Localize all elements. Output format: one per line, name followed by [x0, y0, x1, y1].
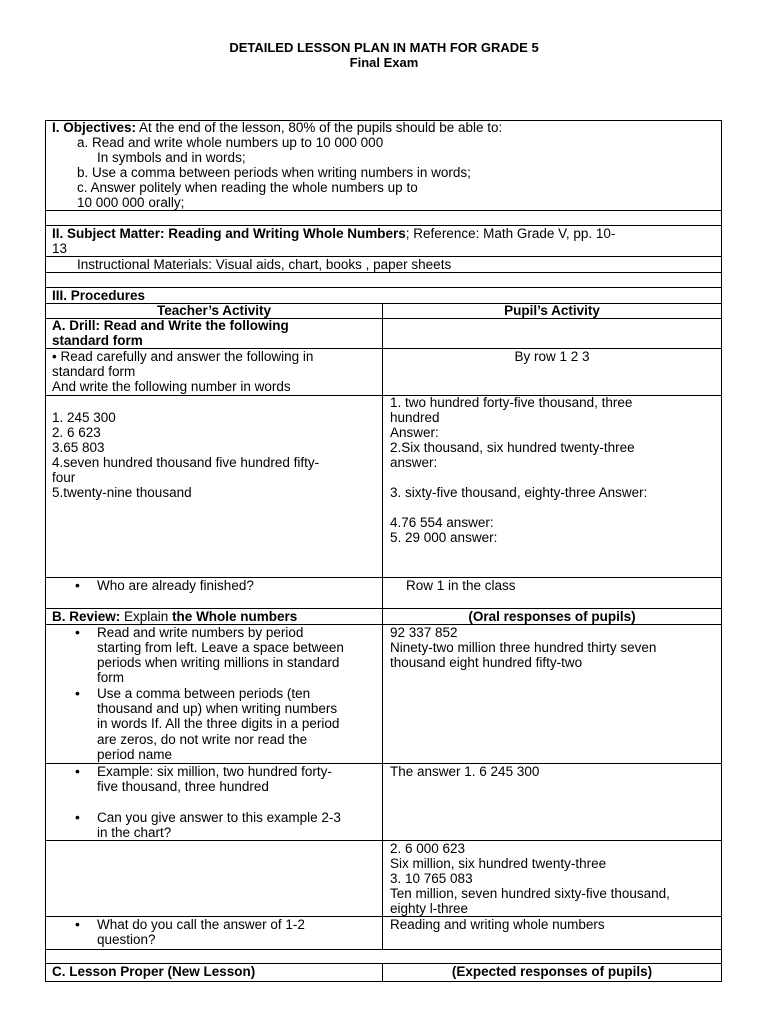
- objectives-intro: [52, 120, 502, 135]
- chart-question: in the chart?: [97, 825, 172, 840]
- drill-answer: 1. two hundred forty-five thousand, three: [390, 395, 633, 410]
- document-title: DETAILED LESSON PLAN IN MATH FOR GRADE 5: [229, 40, 539, 55]
- example-text: five thousand, three hundred: [97, 779, 269, 794]
- drill-item: 1. 245 300: [52, 410, 116, 425]
- review-bullet-line: Read and write numbers by period: [97, 625, 304, 640]
- drill-item: 2. 6 623: [52, 425, 101, 440]
- chart-answer: 3. 10 765 083: [390, 871, 473, 886]
- review-bullet-line: starting from left. Leave a space between: [97, 640, 344, 655]
- subject-matter-topic: Reading and Writing Whole Numbers: [168, 226, 406, 241]
- objective-c: c. Answer politely when reading the whole numbers up to: [77, 180, 418, 195]
- drill-instruction: • Read carefully and answer the following in: [52, 349, 314, 364]
- objective-a: a. Read and write whole numbers up to 10 000 000: [77, 135, 384, 150]
- review-bullet-line: Use a comma between periods (ten: [97, 686, 311, 701]
- number-response: 92 337 852: [390, 625, 458, 640]
- column-divider: [382, 303, 383, 949]
- review-topic: the Whole numbers: [172, 609, 298, 624]
- drill-heading-cont: standard form: [52, 333, 143, 348]
- drill-answer: 4.76 554 answer:: [390, 515, 494, 530]
- bullet-icon: •: [75, 916, 80, 932]
- table-border: [45, 287, 722, 288]
- subject-matter-line: [52, 226, 615, 241]
- example-text: Example: six million, two hundred forty-: [97, 764, 332, 779]
- review-heading: [52, 609, 297, 624]
- document-subtitle: Final Exam: [349, 55, 419, 70]
- review-bullet-line: in words If. All the three digits in a period: [97, 716, 340, 731]
- chart-answer: Six million, six hundred twenty-three: [390, 856, 607, 871]
- expected-responses-header: (Expected responses of pupils): [451, 964, 653, 979]
- table-border: [45, 981, 722, 982]
- subject-matter-label: II. Subject Matter:: [52, 226, 169, 241]
- pupil-activity-header: Pupil’s Activity: [504, 303, 600, 318]
- instructional-materials: Instructional Materials: Visual aids, chart, books , paper sheets: [77, 257, 452, 272]
- teacher-activity-header: Teacher’s Activity: [156, 303, 272, 318]
- objective-c-cont: 10 000 000 orally;: [77, 195, 185, 210]
- drill-answer: 3. sixty-five thousand, eighty-three Answer:: [390, 485, 648, 500]
- bullet-icon: •: [75, 685, 80, 701]
- number-response: thousand eight hundred fifty-two: [390, 655, 583, 670]
- objectives-intro-text: At the end of the lesson, 80% of the pupils should be able to:: [136, 120, 503, 135]
- review-bullet-line: periods when writing millions in standard: [97, 655, 340, 670]
- table-border: [721, 120, 722, 982]
- bullet-icon: •: [75, 763, 80, 779]
- drill-heading: A. Drill: Read and Write the following: [52, 318, 289, 333]
- number-response: Ninety-two million three hundred thirty seven: [390, 640, 657, 655]
- table-border: [45, 949, 722, 950]
- bullet-icon: •: [75, 577, 80, 593]
- drill-answer: 5. 29 000 answer:: [390, 530, 498, 545]
- table-border: [45, 120, 46, 982]
- drill-answer: hundred: [390, 410, 440, 425]
- drill-answer: answer:: [390, 455, 438, 470]
- chart-question: Can you give answer to this example 2-3: [97, 810, 341, 825]
- by-row-response: By row 1 2 3: [514, 349, 590, 364]
- subject-matter-reference-cont: 13: [52, 241, 68, 256]
- drill-item: four: [52, 470, 76, 485]
- drill-item: 3.65 803: [52, 440, 105, 455]
- procedures-label: III. Procedures: [52, 288, 146, 303]
- lesson-proper-label: C. Lesson Proper (New Lesson): [52, 964, 256, 979]
- review-bullet-line: period name: [97, 747, 173, 762]
- drill-instruction: And write the following number in words: [52, 379, 291, 394]
- objectives-label: I. Objectives:: [52, 120, 137, 135]
- oral-responses-header: (Oral responses of pupils): [468, 609, 636, 624]
- chart-answer: 2. 6 000 623: [390, 841, 466, 856]
- drill-question-answer: Row 1 in the class: [406, 578, 516, 593]
- review-bullet-line: form: [97, 670, 124, 685]
- objective-b: b. Use a comma between periods when writing numbers in words;: [77, 165, 471, 180]
- objective-a-cont: In symbols and in words;: [97, 150, 246, 165]
- drill-item: 4.seven hundred thousand five hundred fifty-: [52, 455, 320, 470]
- review-text: Explain: [120, 609, 173, 624]
- drill-item: 5.twenty-nine thousand: [52, 485, 192, 500]
- drill-instruction: standard form: [52, 364, 136, 379]
- call-question: What do you call the answer of 1-2: [97, 917, 305, 932]
- call-answer: Reading and writing whole numbers: [390, 917, 605, 932]
- drill-question: Who are already finished?: [97, 578, 254, 593]
- review-bullet-line: are zeros, do not write nor read the: [97, 732, 308, 747]
- bullet-icon: •: [75, 624, 80, 640]
- chart-answer: eighty l-three: [390, 901, 469, 916]
- example-answer: The answer 1. 6 245 300: [390, 764, 540, 779]
- review-label: B. Review:: [52, 609, 121, 624]
- drill-answer: 2.Six thousand, six hundred twenty-three: [390, 440, 635, 455]
- bullet-icon: •: [75, 809, 80, 825]
- chart-answer: Ten million, seven hundred sixty-five thousand,: [390, 886, 670, 901]
- call-question: question?: [97, 932, 156, 947]
- review-bullet-line: thousand and up) when writing numbers: [97, 701, 338, 716]
- subject-matter-reference: ; Reference: Math Grade V, pp. 10-: [405, 226, 616, 241]
- drill-answer: Answer:: [390, 425, 439, 440]
